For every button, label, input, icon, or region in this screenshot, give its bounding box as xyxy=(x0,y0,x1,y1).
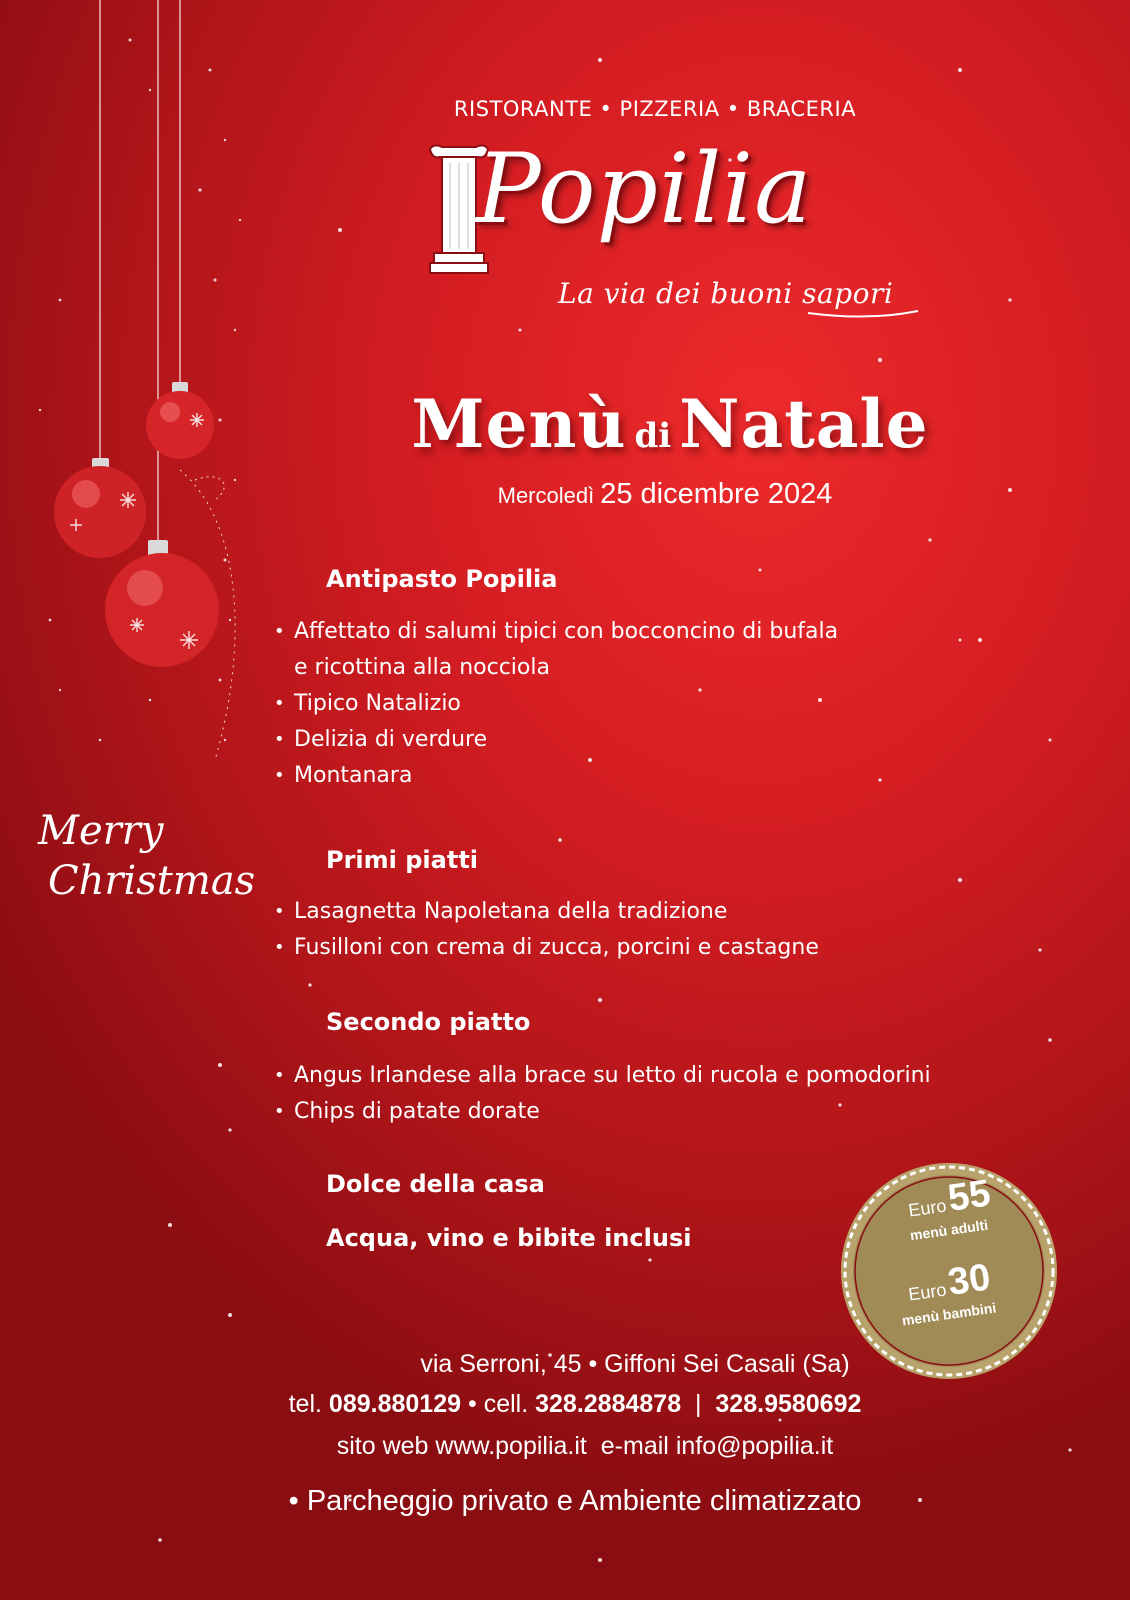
address-line: via Serroni, 45 • Giffoni Sei Casali (Sa) xyxy=(420,1350,850,1378)
cell-number-2[interactable]: 328.9580692 xyxy=(715,1390,862,1418)
list-item: • Lasagnetta Napoletana della tradizione xyxy=(272,894,819,930)
tagline-swoosh xyxy=(548,307,928,327)
list-item: • Fusilloni con crema di zucca, porcini e castagne xyxy=(272,930,819,966)
adult-currency: Euro xyxy=(907,1195,948,1221)
list-item: • Chips di patate dorate xyxy=(272,1094,931,1130)
list-item: • Delizia di verdure xyxy=(272,722,838,758)
section-title-antipasto: Antipasto Popilia xyxy=(326,565,558,593)
primi-list xyxy=(272,894,819,966)
amenities-line: • Parcheggio privato e Ambiente climatizzato xyxy=(288,1485,862,1517)
secondo-list xyxy=(272,1058,931,1130)
title-connector: di xyxy=(634,416,672,456)
list-item: • Angus Irlandese alla brace su letto di rucola e pomodorini xyxy=(272,1058,931,1094)
child-amount: 30 xyxy=(945,1256,994,1304)
section-title-bevande: Acqua, vino e bibite inclusi xyxy=(326,1224,692,1252)
tel-number[interactable]: 089.880129 xyxy=(328,1390,462,1418)
event-date-value: 25 dicembre 2024 xyxy=(600,478,833,510)
merry-christmas-greeting xyxy=(38,806,255,906)
section-title-secondo: Secondo piatto xyxy=(326,1008,531,1036)
title-natale: Natale xyxy=(679,385,929,463)
greeting-line-1: Merry xyxy=(38,808,164,854)
phone-line xyxy=(0,1390,1130,1419)
title-menu: Menù xyxy=(411,385,627,463)
section-title-dolce: Dolce della casa xyxy=(326,1170,545,1198)
email-label: e-mail xyxy=(600,1432,669,1460)
list-item: • Montanara xyxy=(272,758,838,794)
brand-tagline: La via dei buoni sapori xyxy=(558,277,894,310)
child-currency: Euro xyxy=(907,1279,948,1305)
event-weekday: Mercoledì xyxy=(497,483,595,508)
website-link[interactable]: www.popilia.it xyxy=(435,1432,587,1460)
restaurant-categories: RISTORANTE • PIZZERIA • BRACERIA xyxy=(453,97,857,121)
brand-logo xyxy=(428,135,948,335)
antipasto-list xyxy=(272,614,838,794)
greeting-line-2: Christmas xyxy=(48,858,256,904)
separator-dot: • xyxy=(467,1390,477,1418)
list-item: e ricottina alla nocciola xyxy=(294,655,550,680)
adult-label: menù adulti xyxy=(908,1216,990,1244)
child-label: menù bambini xyxy=(900,1299,998,1329)
list-item: • Affettato di salumi tipici con bocconcino di bufala xyxy=(272,614,838,650)
event-date xyxy=(0,478,1130,511)
brand-name: Popilia xyxy=(476,133,813,245)
cell-number-1[interactable]: 328.2884878 xyxy=(535,1390,682,1418)
section-title-primi: Primi piatti xyxy=(326,846,479,874)
email-link[interactable]: info@popilia.it xyxy=(675,1432,834,1460)
tel-label: tel. xyxy=(288,1390,322,1418)
web-line xyxy=(0,1432,1130,1461)
adult-amount: 55 xyxy=(945,1172,994,1220)
menu-title xyxy=(0,385,1130,463)
cell-label: cell. xyxy=(483,1390,529,1418)
separator-bar: | xyxy=(695,1390,702,1418)
list-item: • Tipico Natalizio xyxy=(272,686,838,722)
web-label: sito web xyxy=(336,1432,429,1460)
